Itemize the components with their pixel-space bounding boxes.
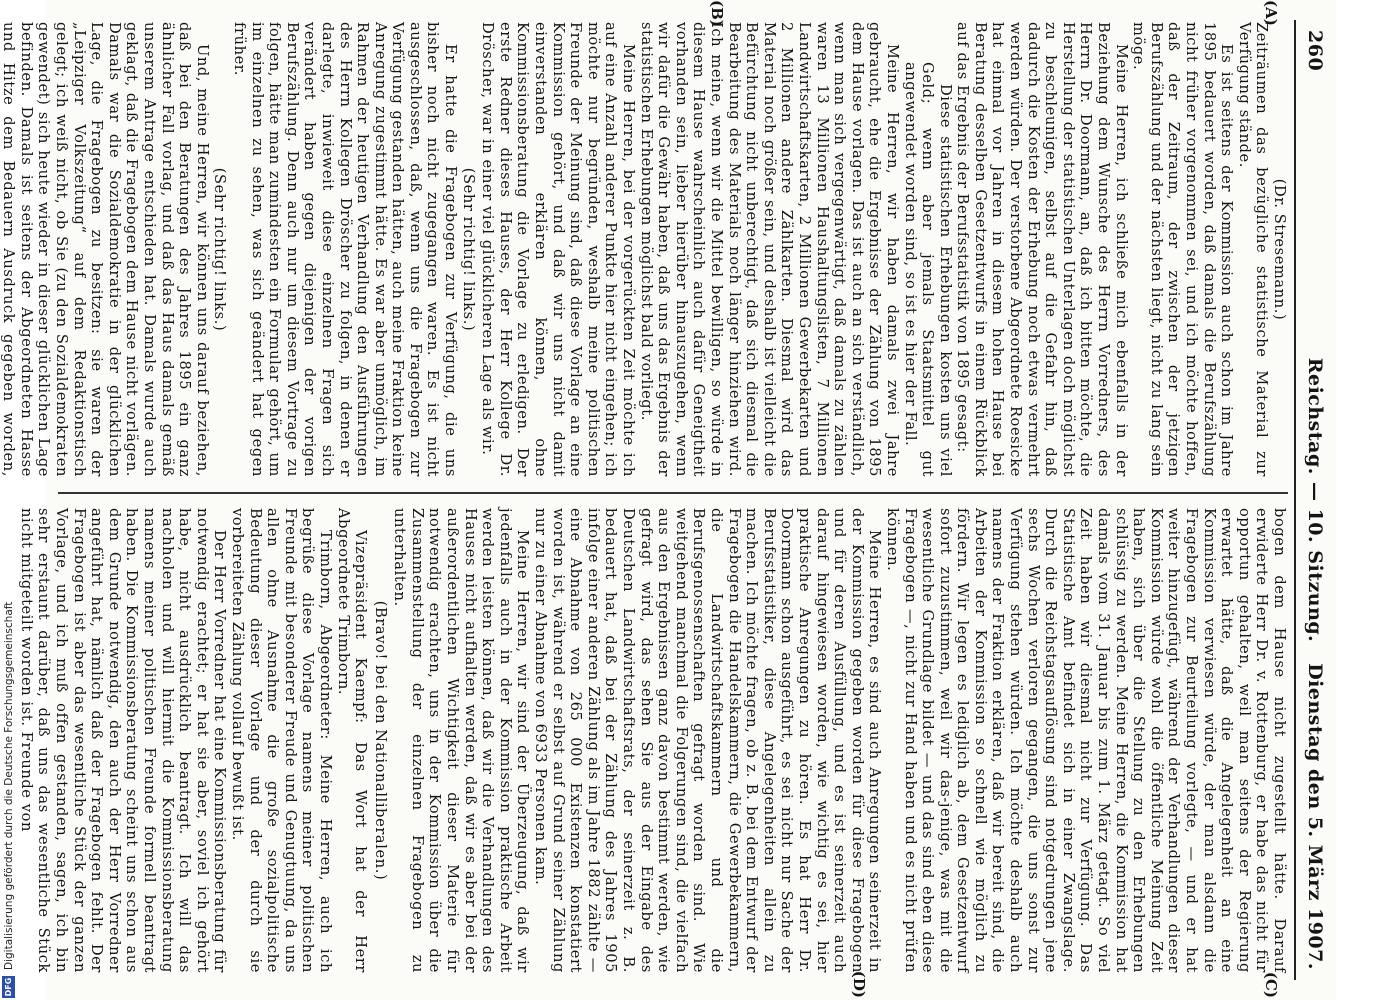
paragraph: Der Herr Vorredner hat eine Kommissionsberatung für notwendig erachtet; er hat sie aber, soviel ich gehört habe, nicht ausdrücklich beantragt. Ich will das nachholen und will hiermit die Kommissionsberatung namens meiner politischen Freunde formell beantragt haben. Die Kommissionsberatung scheint uns schon aus dem Grunde notwendig, den auch der Herr Vorredner angeführt hat, nämlich daß der Fragebogen fehlt. Der Fragebogen ist aber das wesentliche Stück der ganzen Vorlage, und ich muß offen gestanden, sagen, ich bin sehr erstaunt darüber, daß uns das wesentliche Stück nicht mitgeteilt worden ist. Freunde von xyxy=(17,508,229,973)
quotation: Diese statistischen Erhebungen kosten uns viel Geld; wenn aber jemals Staatsmittel gut angewendet worden sind, so ist es hier der Fall. xyxy=(901,62,954,477)
paragraph: Es ist seitens der Kommission auch schon im Jahre 1895 bedauert worden, daß damals die Berufszählung nicht früher vorgenommen sei, und ich möchte hoffen, daß der Zeitraum, der zwischen der jetzigen Berufszählung und der nächsten liegt, nicht zu lang sein möge. xyxy=(1130,22,1236,477)
page-header xyxy=(1294,20,1332,980)
digitization-footer xyxy=(0,0,20,1000)
paragraph: bogen dem Hause nicht zugestellt hätte. Darauf erwiderte Herr Dr. v. Rottenburg, er habe das nicht für opportun gehalten, weil man seitens der Regierung erwartet hätte, daß die Angelegenheit an eine Kommission verwiesen würde, der man alsdann die Fragebogen zur Beurteilung vorlegte, — und er hat weiter hinzugefügt, während der Verhandlungen dieser Kommission würde wohl die öffentliche Meinung Zeit haben, sich über die Stellung zu den Erhebungen schlüssig zu werden. Meine Herren, die Kommission hat damals vom 31. Januar bis zum 1. März getagt. So viel Zeit haben wir diesmal nicht zur Verfügung. Das Statistische Amt befindet sich in einer Zwangslage. Durch die Reichstagsauflösung sind notgedrungen jene sechs Wochen verloren gegangen, die uns sonst zur Verfügung stehen würden. Ich möchte deshalb auch namens der Fraktion erklären, daß wir bereit sind, die Arbeiten der Kommission so schnell wie möglich zu fördern. Wir legen es lediglich ab, dem Gesetzentwurf sofort zuzustimmen, weil wir das-jenige, was mit die wesentliche Grundlage bildet — und das sind eben diese Fragebogen —, nicht zur Hand haben und es nicht prüfen können. xyxy=(883,508,1288,973)
paragraph: Meine Herren, bei der vorgerückten Zeit möchte ich auf eine Anzahl anderer Punkte hier nicht eingehen; ich möchte nur begründen, weshalb meine politischen Freunde der Meinung sind, daß diese Vorlage an eine Kommission gehört, und daß wir uns nicht damit einverstanden erklären können, ohne Kommissionsberatung die Vorlage zu erledigen. Der erste Redner dieses Hauses, der Herr Kollege Dr. Dröscher, war in einer viel glücklicheren Lage als wir. xyxy=(479,22,638,477)
column-divider xyxy=(58,492,1288,494)
left-column xyxy=(0,22,1288,477)
session-date: Dienstag den 5. März 1907. xyxy=(1304,663,1326,970)
digitization-credit: Digitalisierung gefördert durch die Deutsche Forschungsgemeinschaft xyxy=(3,601,15,970)
speaker-reference: (Dr. Stresemann.) xyxy=(1271,178,1288,321)
paragraph: Meine Herren, es sind auch Anregungen seinerzeit in der Kommission gegeben worden für diese Fragebogen und für deren Ausfüllung, und es ist seinerzeit auch darauf hingewiesen worden, wie wichtig es sei, hier praktische Anregungen zu hören. Es hat Herr Dr. Doormann schon ausgeführt, es sei nicht nur Sache der Berufsstatistiker, diese Angelegenheiten allein zu machen. Ich möchte fragen, ob z. B. bei dem Entwurf der Fragebogen die Handelskammern, die Gewerbekammern, die Landwirtschaftskammern und die Berufsgenossenschaften gefragt worden sind. Wie weitgehend manchmal die Folgerungen sind, die vielfach aus den Ergebnissen ganz davon bestimmt werden, wie gefragt wird, das sehen Sie aus der Eingabe des Deutschen Landwirtschaftsrats, der seinerzeit z. B. bedauert hat, daß bei der Zählung des Jahres 1905 infolge einer anderen Zählung als im Jahre 1882 zählte — eine Abnahme von 265 000 Existenzen konstatiert worden ist, während er selbst auf Grund seiner Zählung nur zu einer Abnahme von 6933 Personen kam. xyxy=(532,508,884,973)
right-column xyxy=(17,508,1288,973)
paragraph: Er hatte die Fragebogen zur Verfügung, die uns bisher noch nicht zugegangen waren. Es ist nicht ausgeschlossen, daß, wenn uns die Fragebogen zur Verfügung gestanden hätten, auch meine Fraktion keine Anregung zugestimmt hätte. Es war aber unmöglich, im Rahmen der heutigen Verhandlung den Ausführungen des Herrn Kollegen Dröscher zu folgen, in denen er darlegte, inwieweit diese einzelnen Fragen sich verändert haben gegen diejenigen der vorigen Berufszählung. Denn auch nur um diesem Vortrage zu folgen, hätte man zumindesten ein Formular gehört, um im einzelnen zu sehen, was sich geändert hat gegen früher. xyxy=(230,22,460,477)
speaker-announcement: Vizepräsident Kaempf: Das Wort hat der Herr Abgeordnete Trimborn. xyxy=(334,508,370,973)
page-number: 260 xyxy=(1304,30,1326,72)
margin-marker-c: (C) xyxy=(1262,971,1280,998)
paragraph: Meine Herren, wir sind der Überzeugung, daß wir jedenfalls auch in der Kommission praktische Arbeit werden leisten können, daß wir die Verhandlungen des Hauses nicht aufhalten werden, daß wir es aber bei der außerordentlichen Wichtigkeit dieser Materie für notwendig erachten, uns in der Kommission über die Zusammenstellung der einzelnen Fragebogen zu unterhalten. xyxy=(391,508,532,973)
page-title: Reichstag. — 10. Sitzung. xyxy=(1304,357,1326,643)
interjection: (Sehr richtig! links.) xyxy=(211,167,229,332)
speech-opening: Trimborn, Abgeordneter: Meine Herren, auch ich begrüße diese Vorlage namens meiner politischen Freunde mit besonderer Freude und Genugtuung, da uns allen ohne Ausnahme die große sozialpolitische Bedeutung dieser Vorlage und der durch sie vorbereiteten Zählung vollauf bewußt ist. xyxy=(228,508,334,973)
margin-marker-a: (A) xyxy=(1262,0,1280,26)
paragraph: Meine Herren, wir haben damals zwei Jahre gebraucht, ehe die Ergebnisse der Zählung von 1895 dem Hause vorlagen. Das ist auch an sich verständlich, wenn man sich vergegenwärtigt, daß damals zu zählen waren 13 Millionen Haushaltungslisten, 7 Millionen Landwirtschaftskarten, 2 Millionen Gewerbekarten und 2 Millionen andere Zählkarten. Diesmal wird das Material noch größer sein, und deshalb ist vielleicht die Befürchtung nicht unberechtigt, daß sich diesmal die Bearbeitung des Materials noch länger hinziehen wird. Ich meine, wenn wir die Mittel bewilligen, so würde in diesem Hause wahrscheinlich auch dafür Geneigtheit vorhanden sein, lieber hierüber hinauszugehen, wenn wir dafür die Gewähr haben, daß uns das Ergebnis der statistischen Erhebungen möglichst bald vorliegt. xyxy=(637,22,901,477)
paragraph: Zeiträumen das bezügliche statistische Material zur Verfügung stände. xyxy=(1235,22,1271,477)
paragraph: Meine Herren, ich schließe mich ebenfalls in der Beziehung dem Wunsche des Herrn Vorredners, des Herrn Dr. Doormann, an, daß ich bitten möchte, die Herstellung der statistischen Unterlagen doch möglichst zu beschleunigen, selbst auf die Gefahr hin, daß dadurch die Kosten der Erhebung noch etwas vermehrt werden würden. Der verstorbene Abgeordnete Roesicke hat einmal vor Jahren in diesem hohen Hause bei Beratung desselben Gesetzentwurfs in einem Rückblick auf das Ergebnis der Berufsstatistik von 1895 gesagt: xyxy=(954,22,1130,477)
margin-marker-d: (D) xyxy=(850,970,868,998)
dfg-logo: DFG xyxy=(4,977,13,997)
interjection: (Sehr richtig! links.) xyxy=(459,167,477,332)
margin-marker-b: (B) xyxy=(708,0,726,27)
interjection: (Bravo! bei den Nationalliberalen.) xyxy=(371,600,389,881)
paragraph: Und, meine Herren, wir können uns darauf beziehen, daß bei den Beratungen des Jahres 1895 ein ganz ähnlicher Fall vorlag, und daß das Haus damals gemäß unserem Antrage entschieden hat. Damals wurde auch geklagt, daß die Fragebogen dem Hause nicht vorlägen. Damals war die Sozialdemokratie in der glücklichen Lage, die Fragebogen zu besitzen: sie waren der „Leipziger Volkszeitung“ auf dem Redaktionstisch gelegt; ich weiß nicht, ob Sie (zu den Sozialdemokraten gewendet) sich heute wieder in dieser glücklichen Lage befinden. Damals ist seitens der Abgeordneten Hasse und Hitze dem Bedauern Ausdruck gegeben worden, xyxy=(0,22,211,477)
